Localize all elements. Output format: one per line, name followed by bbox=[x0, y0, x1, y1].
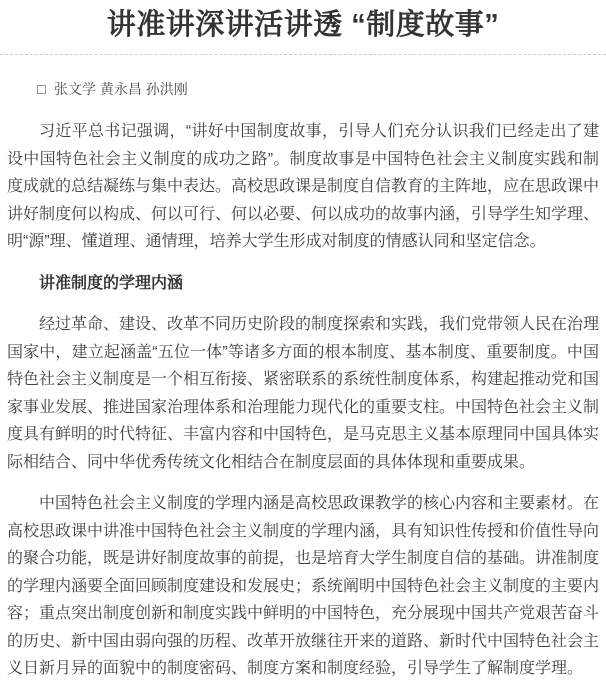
byline-authors: 张文学 黄永昌 孙洪刚 bbox=[54, 81, 188, 97]
square-bullet-icon bbox=[37, 85, 46, 94]
section-heading: 讲准制度的学理内涵 bbox=[39, 274, 184, 292]
page-title: 讲准讲深讲活讲透 “制度故事” bbox=[106, 9, 500, 41]
intro-paragraph: 习近平总书记强调，“讲好中国制度故事，引导人们充分认识我们已经走出了建设中国特色社会主义制度的成功之路”。制度故事是中国特色社会主义制度实践和制度成就的总结凝练与集中表达。高校思政课是制度自信教育的主阵地，应在思政课中讲好制度何以构成、何以可行、何以必要、何以成功的故事内涵，引导学生知学理、明“源”理、懂道理、通情理，培养大学生形成对制度的情感认同和坚定信念。 bbox=[7, 123, 600, 250]
section-paragraph-2: 中国特色社会主义制度的学理内涵是高校思政课教学的核心内容和主要素材。在高校思政课中讲准中国特色社会主义制度的学理内涵，具有知识性传授和价值性导向的聚合功能，既是讲好制度故事的前提，也是培育大学生制度自信的基础。讲准制度的学理内涵要全面回顾制度建设和发展史；系统阐明中国特色社会主义制度的主要内容；重点突出制度创新和制度实践中鲜明的中国特色，充分展现中国共产党艰苦奋斗的历史、新中国由弱向强的历程、改革开放继往开来的道路、新时代中国特色社会主义日新月异的面貌中的制度密码、制度方案和制度经验，引导学生了解制度学理。 bbox=[7, 495, 600, 677]
section-paragraph-1: 经过革命、建设、改革不同历史阶段的制度探索和实践，我们党带领人民在治理国家中，建立起涵盖“五位一体”等诸多方面的根本制度、基本制度、重要制度。中国特色社会主义制度是一个相互衔接、紧密联系的系统性制度体系，构建起推动党和国家事业发展、推进国家治理体系和治理能力现代化的重要支柱。中国特色社会主义制度具有鲜明的时代特征、丰富内容和中国特色，是马克思主义基本原理同中国具体实际相结合、同中华优秀传统文化相结合在制度层面的具体体现和重要成果。 bbox=[7, 316, 600, 471]
byline bbox=[7, 80, 599, 98]
title-divider bbox=[0, 54, 606, 55]
